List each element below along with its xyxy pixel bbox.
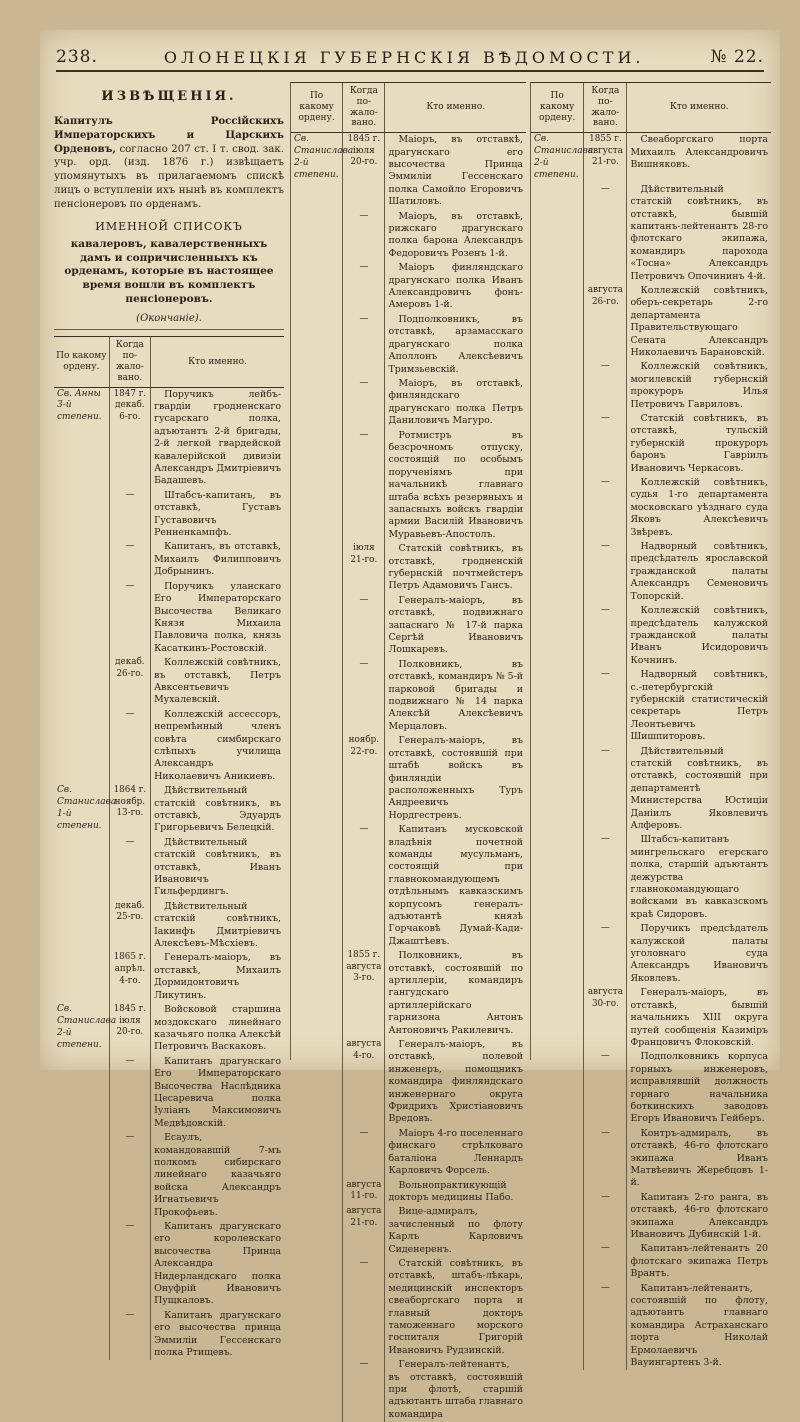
table-row bbox=[531, 1282, 771, 1371]
date-cell: — bbox=[584, 476, 627, 540]
date-cell: — bbox=[343, 1127, 385, 1179]
date-cell: — bbox=[109, 1220, 150, 1309]
date-cell: августа 4-го. bbox=[343, 1038, 385, 1127]
header-who: Кто именно. bbox=[385, 83, 526, 133]
date-cell: — bbox=[109, 540, 150, 579]
intro-bold: Капитулъ Россійскихъ Императорскихъ и Царскихъ Орденовъ, bbox=[54, 115, 284, 155]
date-cell: — bbox=[584, 1191, 627, 1243]
table-row bbox=[291, 133, 526, 210]
date-cell: — bbox=[343, 429, 385, 543]
date-cell: — bbox=[343, 210, 385, 262]
name-cell: Свеаборгскаго порта Михаилъ Александровичъ Вишняковъ. bbox=[627, 133, 771, 183]
name-cell: Капитанъ драгунскаго Его Императорскаго Высочества Наслѣдника Цесаревича полка Іуліанъ Максимовичъ Медвѣдовскій. bbox=[151, 1055, 284, 1131]
order-cell bbox=[531, 183, 584, 284]
order-cell bbox=[531, 360, 584, 412]
order-cell: Св. Анны 3-й степени. bbox=[57, 388, 102, 423]
table-row bbox=[291, 1179, 526, 1206]
date-cell: августа 30-го. bbox=[584, 986, 627, 1050]
order-cell bbox=[54, 656, 109, 708]
order-cell bbox=[531, 284, 584, 360]
table-row bbox=[531, 476, 771, 540]
order-cell bbox=[291, 210, 343, 262]
continuation-note: (Окончаніе). bbox=[54, 312, 284, 330]
header-order: По какому ордену. bbox=[531, 83, 584, 133]
name-cell: Генералъ-маіоръ, въ отставкѣ, подвижнаго запаснаго № 17-й парка Сергѣй Ивановичъ Лошкаревъ. bbox=[385, 594, 526, 658]
order-cell: Св. Станислава 2-й степени. bbox=[534, 134, 594, 180]
column-1 bbox=[54, 82, 284, 1359]
name-cell: Статскій совѣтникъ, въ отставкѣ, гродненскій губернскій почтмейстеръ Петръ Адамовичъ Гансъ. bbox=[385, 542, 526, 594]
table-row bbox=[531, 833, 771, 922]
table-row bbox=[531, 745, 771, 834]
table-row bbox=[531, 284, 771, 360]
name-cell: Поручикъ уланскаго Его Императорскаго Высочества Великаго Князя Михаила Павловича полка, князь Касаткинъ-Ростовскій. bbox=[151, 580, 284, 656]
date-cell: 1864 г. ноябр. 13-го. bbox=[109, 784, 150, 836]
name-cell: Капитанъ драгунскаго его высочества принца Эммиліи Гессенскаго полка Ртищевъ. bbox=[151, 1309, 284, 1361]
section-title: ИЗВѢЩЕНІЯ. bbox=[101, 89, 237, 104]
table-row bbox=[54, 580, 284, 656]
date-cell: — bbox=[343, 1257, 385, 1358]
order-cell bbox=[531, 1191, 584, 1243]
column-2 bbox=[290, 82, 526, 1420]
date-cell: 1855 г. августа 21-го. bbox=[584, 133, 627, 183]
date-cell: августа 26-го. bbox=[584, 284, 627, 360]
date-cell: — bbox=[584, 1127, 627, 1191]
table-row bbox=[291, 429, 526, 543]
date-cell: — bbox=[343, 658, 385, 734]
table-row bbox=[54, 1055, 284, 1131]
order-cell bbox=[54, 1131, 109, 1220]
pensioner-table-2 bbox=[291, 82, 526, 1422]
date-cell: декаб. 25-го. bbox=[109, 900, 150, 952]
order-cell: Св. Станислава 2-й степени. bbox=[57, 1004, 117, 1050]
date-cell: августа 21-го. bbox=[343, 1205, 385, 1257]
table-row bbox=[531, 412, 771, 476]
name-cell: Подполковникъ, въ отставкѣ, арзамасскаго драгунскаго полка Аполлонъ Алексѣевичъ Тримзьевскій. bbox=[385, 313, 526, 377]
date-cell: 1865 г. апрѣл. 4-го. bbox=[109, 951, 150, 1003]
name-cell: Штабсъ-капитанъ мингрельскаго егерскаго полка, старшій адъютантъ дежурства главнокомандующаго войсками въ кавказскомъ краѣ Сидоровъ. bbox=[627, 833, 771, 922]
header-date: Когда по-жало-вано. bbox=[584, 83, 627, 133]
header-order: По какому ордену. bbox=[291, 83, 343, 133]
date-cell: — bbox=[584, 1242, 627, 1281]
name-cell: Контръ-адмиралъ, въ отставкѣ, 46-го флотскаго экипажа Иванъ Матвѣевичъ Жеребцовъ 1-й. bbox=[627, 1127, 771, 1191]
name-cell: Капитанъ-лейтенантъ 20 флотскаго экипажа Петръ Врантъ. bbox=[627, 1242, 771, 1281]
list-subtitle: кавалеровъ, кавалерственныхъ дамъ и сопричисленныхъ къ орденамъ, которые въ настоящее время вошли въ комплектъ пенсіонеровъ. bbox=[64, 238, 274, 305]
name-cell: Капитанъ драгунскаго его королевскаго высочества Принца Александра Нидерландскаго полка Онуфрій Ивановичъ Пущкаловъ. bbox=[151, 1220, 284, 1309]
list-title: ИМЕННОЙ СПИСОКЪ bbox=[95, 219, 243, 233]
table-row bbox=[531, 922, 771, 986]
order-cell bbox=[291, 823, 343, 949]
order-cell: Св. Станислава 2-й степени. bbox=[294, 134, 354, 180]
table-row bbox=[531, 540, 771, 604]
pensioner-table-3 bbox=[531, 82, 771, 1370]
table-row bbox=[54, 1220, 284, 1309]
header-date: Когда по-жало-вано. bbox=[343, 83, 385, 133]
order-cell bbox=[291, 734, 343, 823]
order-cell bbox=[531, 986, 584, 1050]
date-cell: — bbox=[109, 708, 150, 784]
date-cell: — bbox=[109, 580, 150, 656]
order-cell bbox=[531, 1242, 584, 1281]
name-cell: Генералъ-маіоръ, въ отставкѣ, состоявшій при штабѣ войскъ въ финляндіи расположенныхъ Туръ Андреевичъ Нордгестренъ. bbox=[385, 734, 526, 823]
name-cell: Полковникъ, въ отставкѣ, состоявшій по артиллеріи, командиръ гангудскаго артиллерійскаго гарнизона Антонъ Антоновичъ Ракилевичъ. bbox=[385, 949, 526, 1038]
name-cell: Маіоръ финляндскаго драгунскаго полка Иванъ Александровичъ фонъ-Амеровъ 1-й. bbox=[385, 261, 526, 313]
order-cell bbox=[291, 594, 343, 658]
name-cell: Надворный совѣтникъ, предсѣдатель ярославской гражданской палаты Александръ Семеновичъ Топорскій. bbox=[627, 540, 771, 604]
newspaper-page bbox=[40, 30, 780, 1420]
order-cell bbox=[54, 540, 109, 579]
order-cell bbox=[531, 668, 584, 744]
order-cell bbox=[291, 949, 343, 1038]
name-cell: Вице-адмиралъ, зачисленный по флоту Карлъ Карловичъ Сиденеренъ. bbox=[385, 1205, 526, 1257]
date-cell: — bbox=[343, 1358, 385, 1422]
table-row bbox=[291, 734, 526, 823]
table-row bbox=[54, 836, 284, 900]
name-cell: Дѣйствительный статскій совѣтникъ, въ отставкѣ, Эдуардъ Григорьевичъ Белецкій. bbox=[151, 784, 284, 836]
date-cell: — bbox=[584, 668, 627, 744]
order-cell bbox=[291, 1038, 343, 1127]
newspaper-title: ОЛОНЕЦКІЯ ГУБЕРНСКІЯ ВѢДОМОСТИ. bbox=[163, 47, 645, 67]
table-row bbox=[54, 784, 284, 836]
name-cell: Маіоръ 4-го поселеннаго финскаго стрѣлковаго баталіона Леннардъ Карловичъ Форсель. bbox=[385, 1127, 526, 1179]
order-cell bbox=[291, 261, 343, 313]
table-row bbox=[291, 1205, 526, 1257]
name-cell: Подполковникъ корпуса горныхъ инженеровъ, исправлявшій должность горнаго начальника боткинскихъ заводовъ Егоръ Ивановичъ Гейберъ. bbox=[627, 1050, 771, 1126]
table-row bbox=[291, 594, 526, 658]
name-cell: Капитанъ мусковской владѣнія почетной команды мусульманъ, состоящій при главнокомандующемъ отдѣльнымъ кавказскимъ корпусомъ генералъ-адъютантѣ князѣ Горчаковѣ Думай-Кади-Джаштѣевъ. bbox=[385, 823, 526, 949]
order-cell bbox=[531, 922, 584, 986]
order-cell bbox=[54, 1055, 109, 1131]
date-cell: — bbox=[109, 489, 150, 541]
order-cell bbox=[531, 745, 584, 834]
order-cell bbox=[531, 604, 584, 668]
order-cell bbox=[531, 476, 584, 540]
name-cell: Полковникъ, въ отставкѣ, командиръ № 5-й парковой бригады и подвижнаго № 14 парка Алексѣй Алексѣевичъ Мерцаловъ. bbox=[385, 658, 526, 734]
name-cell: Статскій совѣтникъ, въ отставкѣ, тульскій губернскій прокуроръ баронъ Гавріилъ Ивановичъ Черкасовъ. bbox=[627, 412, 771, 476]
name-cell: Поручикъ лейбъ-гвардіи гродненскаго гусарскаго полка, адъютантъ 2-й бригады, 2-й легкой гвардейской кавалерійской дивизіи Александръ Дмитріевичъ Бадашевъ. bbox=[151, 387, 284, 489]
header-date: Когда по-жало-вано. bbox=[109, 337, 150, 387]
order-cell bbox=[54, 836, 109, 900]
name-cell: Дѣйствительный статскій совѣтникъ, Іакинфъ Дмитріевичъ Алексѣевъ-Мѣсхіевъ. bbox=[151, 900, 284, 952]
name-cell: Дѣйствительный статскій совѣтникъ, въ отставкѣ, бывшій капитанъ-лейтенантъ 28-го флотскаго экипажа, командиръ парохода «Тосна» Александръ Петровичъ Опочининъ 4-й. bbox=[627, 183, 771, 284]
header-who: Кто именно. bbox=[151, 337, 284, 387]
name-cell: Генералъ-маіоръ, въ отставкѣ, полевой инженеръ, помощникъ командира финляндскаго инженернаго округа Фридрихъ Христіановичъ Вредовъ. bbox=[385, 1038, 526, 1127]
order-cell bbox=[531, 1282, 584, 1371]
name-cell: Маіоръ, въ отставкѣ, рижскаго драгунскаго полка барона Александръ Федоровичъ Розенъ 1-й. bbox=[385, 210, 526, 262]
name-cell: Генералъ-лейтенантъ, въ отставкѣ, состоявшій при флотѣ, старшій адъютантъ штаба главнаго командира bbox=[385, 1358, 526, 1422]
order-cell bbox=[531, 540, 584, 604]
page-number: 238. bbox=[56, 47, 98, 67]
name-cell: Надворный совѣтникъ, с.-петербургскій губернскій статистическій секретарь Петръ Леонтьевичъ Шишпиторовъ. bbox=[627, 668, 771, 744]
date-cell: — bbox=[584, 183, 627, 284]
table-row bbox=[54, 1131, 284, 1220]
column-3 bbox=[530, 82, 771, 1369]
table-row bbox=[531, 1242, 771, 1281]
name-cell: Капитанъ-лейтенантъ, состоявшій по флоту, адъютантъ главнаго командира Астраханскаго порта Николай Ермолаевичъ Вауингартенъ 3-й. bbox=[627, 1282, 771, 1371]
date-cell: декаб. 26-го. bbox=[109, 656, 150, 708]
name-cell: Капитанъ, въ отставкѣ, Михаилъ Филипповичъ Добрынинъ. bbox=[151, 540, 284, 579]
table-row bbox=[531, 668, 771, 744]
intro-paragraph bbox=[54, 115, 284, 211]
header-who: Кто именно. bbox=[627, 83, 771, 133]
date-cell: ноябр. 22-го. bbox=[343, 734, 385, 823]
table-row bbox=[531, 133, 771, 183]
name-cell: Коллежскій совѣтникъ, въ отставкѣ, Петръ Авксентьевичъ Мухалевскій. bbox=[151, 656, 284, 708]
date-cell: — bbox=[584, 540, 627, 604]
order-cell bbox=[291, 1205, 343, 1257]
table-row bbox=[54, 387, 284, 489]
table-row bbox=[291, 210, 526, 262]
order-cell bbox=[291, 1127, 343, 1179]
order-cell bbox=[291, 1358, 343, 1422]
date-cell: — bbox=[343, 823, 385, 949]
order-cell bbox=[531, 833, 584, 922]
name-cell: Коллежскій совѣтникъ, судья 1-го департамента московскаго уѣзднаго суда Яковъ Алексѣевичъ Звѣревъ. bbox=[627, 476, 771, 540]
table-row bbox=[291, 377, 526, 429]
order-cell: Св. Станислава 1-й степени. bbox=[57, 785, 117, 831]
table-row bbox=[54, 656, 284, 708]
date-cell: іюля 21-го. bbox=[343, 542, 385, 594]
date-cell: — bbox=[109, 1055, 150, 1131]
date-cell: — bbox=[584, 922, 627, 986]
date-cell: 1847 г. декаб. 6-го. bbox=[109, 387, 150, 489]
table-row bbox=[291, 1127, 526, 1179]
table-row bbox=[531, 1191, 771, 1243]
date-cell: — bbox=[109, 1131, 150, 1220]
page-header bbox=[56, 44, 764, 72]
table-row bbox=[54, 1309, 284, 1361]
date-cell: — bbox=[109, 836, 150, 900]
order-cell bbox=[291, 1257, 343, 1358]
table-row bbox=[531, 360, 771, 412]
date-cell: — bbox=[109, 1309, 150, 1361]
order-cell bbox=[531, 1127, 584, 1191]
name-cell: Коллежскій совѣтникъ, предсѣдатель калужской гражданской палаты Иванъ Исидоровичъ Кочнинъ. bbox=[627, 604, 771, 668]
order-cell bbox=[531, 1050, 584, 1126]
issue-number: № 22. bbox=[710, 47, 764, 67]
name-cell: Есаулъ, командовавшій 7-мъ полкомъ сибирскаго линейнаго казачьяго войска Александръ Игнатьевичъ Прокофьевъ. bbox=[151, 1131, 284, 1220]
table-row bbox=[531, 183, 771, 284]
name-cell: Вольнопрактикующій докторъ медицины Пабо. bbox=[385, 1179, 526, 1206]
name-cell: Маіоръ, въ отставкѣ, финляндскаго драгунскаго полка Петръ Даниловичъ Магуро. bbox=[385, 377, 526, 429]
date-cell: 1855 г. августа 3-го. bbox=[343, 949, 385, 1038]
order-cell bbox=[291, 429, 343, 543]
table-row bbox=[54, 540, 284, 579]
order-cell bbox=[291, 313, 343, 377]
name-cell: Капитанъ 2-го ранга, въ отставкѣ, 46-го флотскаго экипажа Александръ Ивановичъ Дубинскій 1-й. bbox=[627, 1191, 771, 1243]
date-cell: 1845 г. іюля 20-го. bbox=[109, 1003, 150, 1055]
pensioner-table-1 bbox=[54, 336, 284, 1360]
order-cell bbox=[54, 580, 109, 656]
order-cell bbox=[54, 951, 109, 1003]
name-cell: Маіоръ, въ отставкѣ, драгунскаго его высочества Принца Эммиліи Гессенскаго полка Самойло Егоровичъ Шатиловъ. bbox=[385, 133, 526, 210]
date-cell: — bbox=[584, 412, 627, 476]
table-row bbox=[291, 823, 526, 949]
name-cell: Генералъ-маіоръ, въ отставкѣ, Михаилъ Дормидонтовичъ Ликутинъ. bbox=[151, 951, 284, 1003]
date-cell: августа 11-го. bbox=[343, 1179, 385, 1206]
date-cell: — bbox=[584, 1282, 627, 1371]
name-cell: Дѣйствительный статскій совѣтникъ, въ отставкѣ, состоявшій при департаментѣ Министерства Юстиціи Даніилъ Яковлевичъ Алферовъ. bbox=[627, 745, 771, 834]
name-cell: Штабсъ-капитанъ, въ отставкѣ, Густавъ Густавовичъ Ренненкампфъ. bbox=[151, 489, 284, 541]
table-row bbox=[54, 708, 284, 784]
table-row bbox=[291, 1038, 526, 1127]
table-row bbox=[54, 489, 284, 541]
date-cell: — bbox=[343, 313, 385, 377]
table-row bbox=[531, 604, 771, 668]
order-cell bbox=[291, 377, 343, 429]
table-row bbox=[291, 1358, 526, 1422]
table-row bbox=[54, 951, 284, 1003]
header-order: По какому ордену. bbox=[54, 337, 109, 387]
name-cell: Поручикъ предсѣдатель калужской палаты уголовнаго суда Александръ Ивановичъ Яковлевъ. bbox=[627, 922, 771, 986]
order-cell bbox=[54, 900, 109, 952]
name-cell: Дѣйствительный статскій совѣтникъ, въ отставкѣ, Иванъ Ивановичъ Гильфердингъ. bbox=[151, 836, 284, 900]
order-cell bbox=[291, 658, 343, 734]
order-cell bbox=[54, 1220, 109, 1309]
table-row bbox=[291, 1257, 526, 1358]
name-cell: Коллежскій совѣтникъ, могилевскій губернскій прокуроръ Илья Петровичъ Гавриловъ. bbox=[627, 360, 771, 412]
order-cell bbox=[54, 708, 109, 784]
order-cell bbox=[291, 542, 343, 594]
date-cell: — bbox=[584, 360, 627, 412]
table-row bbox=[291, 261, 526, 313]
table-row bbox=[54, 900, 284, 952]
name-cell: Коллежскій ассессоръ, непремѣнный членъ совѣта симбирскаго слѣпыхъ училища Александръ Николаевичъ Аникиевъ. bbox=[151, 708, 284, 784]
name-cell: Коллежскій совѣтникъ, оберъ-секретарь 2-го департамента Правительствующаго Сената Александръ Николаевичъ Барановскій. bbox=[627, 284, 771, 360]
date-cell: 1845 г. іюля 20-го. bbox=[343, 133, 385, 210]
name-cell: Ротмистръ въ безсрочномъ отпуску, состоящій по особымъ порученіямъ при начальникѣ главнаго штаба всѣхъ резервныхъ и запасныхъ войскъ гвардіи армии Василій Ивановичъ Муравьевъ-Апостолъ. bbox=[385, 429, 526, 543]
table-row bbox=[531, 1050, 771, 1126]
table-row bbox=[291, 658, 526, 734]
table-row bbox=[291, 313, 526, 377]
order-cell bbox=[54, 489, 109, 541]
name-cell: Войсковой старшина моздокскаго линейнаго казачьяго полка Алексѣй Петровичъ Васкаковъ. bbox=[151, 1003, 284, 1055]
date-cell: — bbox=[584, 745, 627, 834]
order-cell bbox=[54, 1309, 109, 1361]
order-cell bbox=[291, 1179, 343, 1206]
date-cell: — bbox=[584, 604, 627, 668]
date-cell: — bbox=[343, 594, 385, 658]
name-cell: Генералъ-маіоръ, въ отставкѣ, бывшій начальникъ XIII округа путей сообщенія Казиміръ Францовичъ Флоковскій. bbox=[627, 986, 771, 1050]
table-row bbox=[291, 542, 526, 594]
table-row bbox=[291, 949, 526, 1038]
intro-rest: согласно 207 ст. I т. свод. зак. учр. орд. (изд. 1876 г.) извѣщаетъ упомянутыхъ въ прилагаемомъ спискѣ лицъ о вступленіи ихъ нынѣ въ комплектъ пенсіонеровъ по орденамъ. bbox=[54, 143, 284, 210]
date-cell: — bbox=[343, 377, 385, 429]
name-cell: Статскій совѣтникъ, въ отставкѣ, штабъ-лѣкарь, медицинскій инспекторъ свеаборгскаго порта и главный докторъ таможеннаго морского госпиталя Григорій Ивановичъ Рудзинскій. bbox=[385, 1257, 526, 1358]
order-cell bbox=[531, 412, 584, 476]
date-cell: — bbox=[584, 833, 627, 922]
table-row bbox=[531, 1127, 771, 1191]
date-cell: — bbox=[343, 261, 385, 313]
table-row bbox=[54, 1003, 284, 1055]
table-row bbox=[531, 986, 771, 1050]
date-cell: — bbox=[584, 1050, 627, 1126]
